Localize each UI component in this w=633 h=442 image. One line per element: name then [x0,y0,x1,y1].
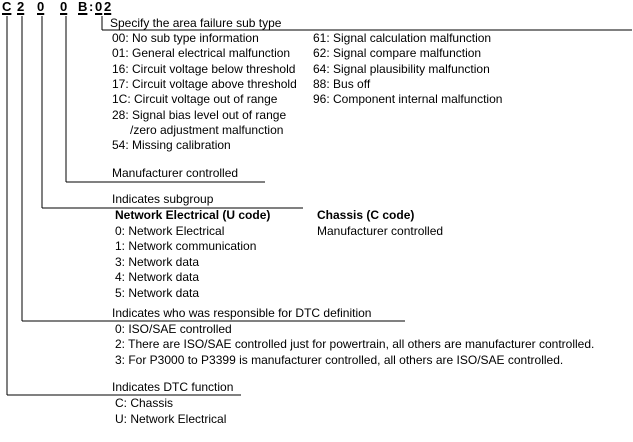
code-char-3: 0 [37,0,45,14]
subtype-item: 16: Circuit voltage below threshold [112,62,296,76]
subtype-item: 01: General electrical malfunction [112,46,291,60]
subtype-item: 64: Signal plausibility malfunction [313,62,490,76]
subtype-item: 17: Circuit voltage above threshold [112,77,297,91]
subgroup-heading: Indicates subgroup [112,192,214,206]
subtype-item: 1C: Circuit voltage out of range [112,92,278,106]
manufacturer-heading: Manufacturer controlled [112,166,239,180]
code-char-2: 2 [17,0,25,14]
subgroup-item: Manufacturer controlled [317,224,444,238]
function-heading: Indicates DTC function [112,380,234,394]
function-item: C: Chassis [115,396,174,410]
subtype-item: 88: Bus off [313,77,371,91]
subgroup-item: 5: Network data [115,286,200,300]
subgroup-item: 1: Network communication [115,239,257,253]
subgroup-item: 4: Network data [115,270,200,284]
definition-heading: Indicates who was responsible for DTC definition [112,306,372,320]
code-char-4: 0 [60,0,68,14]
definition-item: 0: ISO/SAE controlled [115,322,232,336]
subtype-item: 54: Missing calibration [112,138,231,152]
code-char-1: C [2,0,12,14]
code-char-5: B [78,0,88,14]
subgroup-network-title: Network Electrical (U code) [115,208,271,222]
subtype-heading: Specify the area failure sub type [110,16,282,30]
subtype-item: 28: Signal bias level out of range [112,108,287,122]
subtype-item: 62: Signal compare malfunction [313,46,482,60]
subgroup-item: 3: Network data [115,255,200,269]
subtype-item: 61: Signal calculation malfunction [313,31,492,45]
definition-item: 2: There are ISO/SAE controlled just for powertrain, all others are manufacturer controlled. [115,337,595,351]
subtype-item: 00: No sub type information [112,31,259,45]
code-separator: : [89,0,94,14]
subtype-item-continuation: /zero adjustment malfunction [130,123,284,137]
code-char-6: 0 [95,0,103,14]
subgroup-chassis-title: Chassis (C code) [317,208,415,222]
function-item: U: Network Electrical [115,412,227,426]
subtype-item: 96: Component internal malfunction [313,92,503,106]
definition-item: 3: For P3000 to P3399 is manufacturer controlled, all others are ISO/SAE controlled. [115,353,564,367]
subgroup-item: 0: Network Electrical [115,224,225,238]
code-char-7: 2 [104,0,112,14]
